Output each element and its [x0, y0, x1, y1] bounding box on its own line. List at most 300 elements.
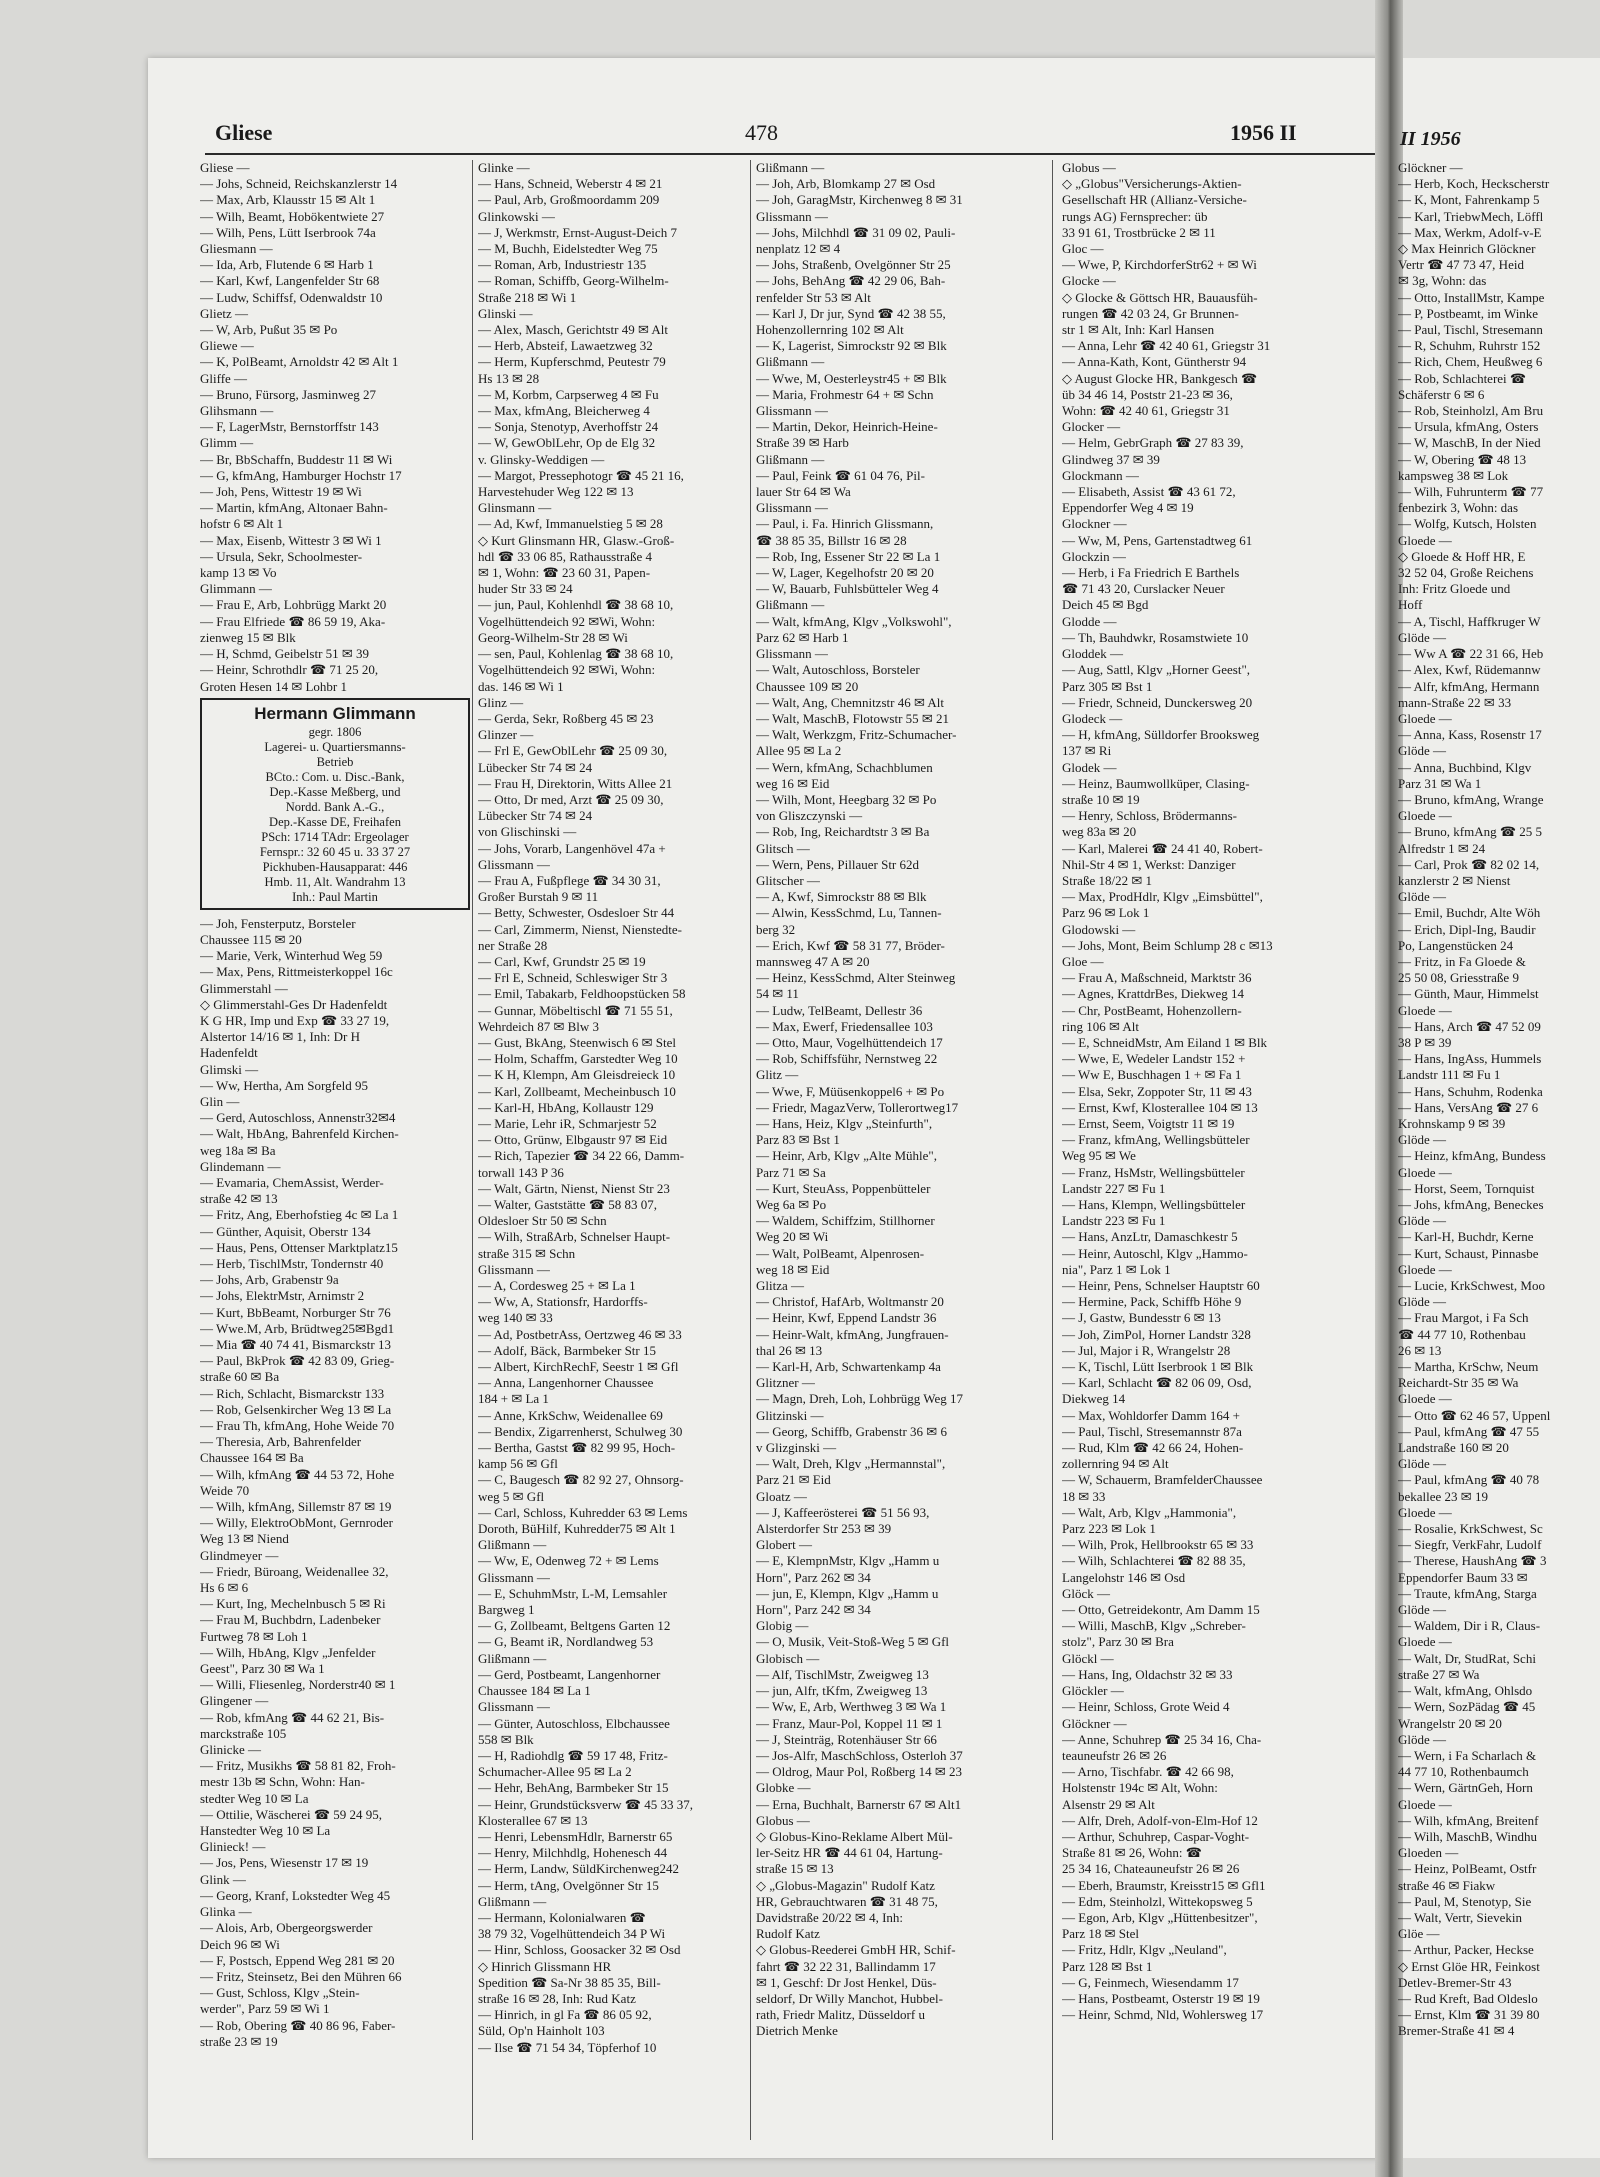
directory-entry: — G, Feinmech, Wiesendamm 17 [1062, 1974, 1239, 1990]
directory-entry: Glodek — [1062, 759, 1117, 775]
directory-entry: Glihsmann — [200, 403, 274, 419]
directory-entry: Glinieck! — [200, 1839, 266, 1855]
directory-entry: — Max, Pens, Rittmeisterkoppel 16c [200, 964, 393, 980]
directory-entry: — Lucie, KrkSchwest, Moo [1398, 1278, 1545, 1294]
directory-entry: — Paul, kfmAng ☎ 47 55 [1398, 1423, 1540, 1439]
directory-entry: — Heinr, Arb, Klgv „Alte Mühle", [756, 1148, 937, 1164]
directory-entry: straße 10 ✉ 19 [1062, 791, 1140, 807]
directory-entry: Eppendorfer Baum 33 ✉ [1398, 1569, 1528, 1585]
directory-entry: — Karl-H, Arb, Schwartenkamp 4a [756, 1359, 941, 1375]
directory-entry: Glöde — [1398, 1294, 1447, 1310]
directory-entry: — Bertha, Gastst ☎ 82 99 95, Hoch- [478, 1440, 676, 1456]
directory-entry: thal 26 ✉ 13 [756, 1342, 823, 1358]
directory-entry: — Frau Elfriede ☎ 86 59 19, Aka- [200, 613, 386, 629]
directory-entry: — Heinz, Baumwollküper, Clasing- [1062, 775, 1250, 791]
directory-entry: — Wern, i Fa Scharlach & [1398, 1747, 1537, 1763]
directory-entry: Parz 21 ✉ Eid [756, 1472, 831, 1488]
directory-entry: — J, Kaffeerösterei ☎ 51 56 93, [756, 1504, 930, 1520]
directory-entry: — Georg, Kranf, Lokstedter Weg 45 [200, 1887, 391, 1903]
directory-entry: v Glizginski — [756, 1440, 837, 1456]
directory-entry: Parz 62 ✉ Harb 1 [756, 629, 849, 645]
directory-entry: Gloeden — [1398, 1845, 1459, 1861]
directory-entry: — Johs, Milchhdl ☎ 31 09 02, Pauli- [756, 224, 956, 240]
directory-entry: — Eberh, Braumstr, Kreisstr15 ✉ Gfl1 [1062, 1877, 1266, 1893]
ad-line: Dep.-Kasse Meßberg, und [269, 784, 401, 799]
directory-entry: werder", Parz 59 ✉ Wi 1 [200, 2001, 330, 2017]
directory-entry: ler-Seitz HR ☎ 44 61 04, Hartung- [756, 1845, 943, 1861]
directory-entry: — Bendix, Zigarrenherst, Schulweg 30 [478, 1423, 683, 1439]
directory-entry: weg 140 ✉ 33 [478, 1310, 553, 1326]
column-divider [1052, 160, 1053, 2140]
directory-entry: Alfredstr 1 ✉ 24 [1398, 840, 1486, 856]
directory-entry: ◇ Gloede & Hoff HR, E [1398, 548, 1526, 564]
directory-entry: — Günther, Aquisit, Oberstr 134 [200, 1223, 371, 1239]
directory-entry: — Willi, MaschB, Klgv „Schreber- [1062, 1618, 1246, 1634]
directory-entry: Wrangelstr 20 ✉ 20 [1398, 1715, 1502, 1731]
directory-entry: — W, MaschB, In der Nied [1398, 435, 1541, 451]
directory-entry: ◇ Ernst Glöe HR, Feinkost [1398, 1958, 1540, 1974]
directory-entry: — Rob, Steinholzl, Am Bru [1398, 403, 1544, 419]
directory-entry: Landstr 111 ✉ Fu 1 [1398, 1067, 1501, 1083]
directory-entry: — Johs, kfmAng, Beneckes [1398, 1197, 1544, 1212]
directory-entry: Hadenfeldt [200, 1045, 258, 1061]
directory-entry: straße 315 ✉ Schn [478, 1245, 576, 1261]
directory-entry: — A, Cordesweg 25 + ✉ La 1 [478, 1278, 636, 1294]
directory-entry: — Sonja, Stenotyp, Averhoffstr 24 [478, 419, 659, 435]
directory-entry: Hoff [1398, 597, 1423, 613]
directory-entry: Vogelhüttendeich 92 ✉Wi, Wohn: [478, 662, 656, 678]
directory-entry: — Holm, Schaffm, Garstedter Weg 10 [478, 1051, 678, 1067]
directory-entry: — Hehr, BehAng, Barmbeker Str 15 [478, 1780, 669, 1796]
directory-entry: — Johs, Arb, Grabenstr 9a [200, 1272, 339, 1288]
ad-title: Hermann Glimmann [254, 703, 416, 723]
directory-entry: — Hans, Schneid, Weberstr 4 ✉ 21 [478, 176, 663, 192]
directory-entry: — Walt, Vertr, Sievekin [1398, 1909, 1522, 1925]
directory-entry: — Kurt, Ing, Mechelnbusch 5 ✉ Ri [200, 1596, 386, 1612]
directory-entry: — Therese, HaushAng ☎ 3 [1398, 1553, 1547, 1569]
directory-entry: 25 50 08, Griesstraße 9 [1398, 970, 1519, 986]
directory-entry: — Anna-Kath, Kont, Güntherstr 94 [1062, 354, 1247, 370]
directory-entry: Vertr ☎ 47 73 47, Heid [1398, 257, 1524, 273]
directory-entry: Schumacher-Allee 95 ✉ La 2 [478, 1764, 632, 1780]
directory-entry: — Heinr, Kwf, Eppend Landstr 36 [756, 1310, 937, 1326]
directory-entry: — E, SchneidMstr, Am Eiland 1 ✉ Blk [1062, 1034, 1268, 1050]
directory-entry: Glöde — [1398, 1456, 1447, 1472]
directory-entry: — Emil, Buchdr, Alte Wöh [1398, 905, 1541, 921]
directory-entry: Bremer-Straße 41 ✉ 4 [1398, 2023, 1515, 2039]
directory-entry: — Rob, Schiffsführ, Nernstweg 22 [756, 1051, 938, 1067]
directory-entry: — Mia ☎ 40 74 41, Bismarckstr 13 [200, 1336, 391, 1352]
directory-entry: Krohnskamp 9 ✉ 39 [1398, 1115, 1506, 1131]
directory-entry: — Henri, LebensmHdlr, Barnerstr 65 [478, 1828, 673, 1844]
directory-entry: — Haus, Pens, Ottenser Marktplatz15 [200, 1239, 398, 1255]
directory-entry: 38 79 32, Vogelhüttendeich 34 P Wi [478, 1926, 666, 1942]
directory-entry: — Traute, kfmAng, Starga [1398, 1585, 1537, 1601]
directory-entry: — Alf, TischlMstr, Zweigweg 13 [756, 1666, 929, 1682]
directory-entry: Glöde — [1398, 1213, 1447, 1229]
directory-entry: — Paul, kfmAng ☎ 40 78 [1398, 1472, 1540, 1488]
directory-entry: — Wwe.M, Arb, Brüdtweg25✉Bgd1 [200, 1320, 395, 1336]
directory-entry: — Marie, Lehr iR, Schmarjestr 52 [478, 1115, 657, 1131]
directory-entry: — Fritz, Steinsetz, Bei den Mühren 66 [200, 1968, 402, 1984]
directory-entry: Glindweg 37 ✉ 39 [1062, 451, 1160, 467]
directory-entry: Vogelhüttendeich 92 ✉Wi, Wohn: [478, 613, 656, 629]
ad-line: BCto.: Com. u. Disc.-Bank, [265, 769, 405, 784]
advertisement-box [200, 698, 470, 910]
directory-entry: — K H, Klempn, Am Gleisdreieck 10 [478, 1067, 676, 1083]
directory-entry: — Ernst, Kwf, Klosterallee 104 ✉ 13 [1062, 1099, 1258, 1115]
directory-entry: 26 ✉ 13 [1398, 1342, 1442, 1358]
directory-entry: lauer Str 64 ✉ Wa [756, 484, 851, 500]
directory-entry: Glissmann — [756, 500, 828, 516]
directory-entry: torwall 143 P 36 [478, 1164, 564, 1180]
directory-entry: — Karl, Schlacht ☎ 82 06 09, Osd, [1062, 1375, 1252, 1391]
directory-entry: — Walt, Gärtn, Nienst, Nienst Str 23 [478, 1180, 670, 1196]
directory-entry: — Ww, E, Odenweg 72 + ✉ Lems [478, 1553, 659, 1569]
directory-entry: Parz 305 ✉ Bst 1 [1062, 678, 1153, 694]
directory-entry: Oldesloer Str 50 ✉ Schn [478, 1213, 607, 1229]
directory-entry: üb 34 46 14, Poststr 21-23 ✉ 36, [1062, 386, 1233, 402]
directory-entry: Großer Burstah 9 ✉ 11 [478, 889, 599, 905]
directory-entry: Glinkowski — [478, 208, 555, 224]
directory-entry: — Frl E, Schneid, Schleswiger Str 3 [478, 970, 668, 986]
directory-entry: straße 60 ✉ Ba [200, 1369, 280, 1385]
directory-entry: Glöde — [1398, 889, 1447, 905]
directory-entry: ◇ Globus-Reederei GmbH HR, Schif- [756, 1942, 956, 1958]
directory-entry: — Frau M, Buchbdrn, Ladenbeker [200, 1612, 381, 1628]
directory-entry: Gliesmann — [200, 241, 273, 257]
directory-entry: Glöde — [1398, 1602, 1447, 1618]
directory-entry: — G, Beamt iR, Nordlandweg 53 [478, 1634, 654, 1650]
directory-entry: — Willi, Fliesenleg, Norderstr40 ✉ 1 [200, 1677, 396, 1693]
directory-entry: 25 34 16, Chateauneufstr 26 ✉ 26 [1062, 1861, 1240, 1877]
directory-entry: — Ursula, kfmAng, Osters [1398, 419, 1539, 435]
directory-entry: Glitzinski — [756, 1407, 824, 1423]
directory-entry: Hanstedter Weg 10 ✉ La [200, 1823, 331, 1839]
directory-entry: Gesellschaft HR (Allianz-Versiche- [1062, 192, 1247, 208]
directory-entry: — Hans, AnzLtr, Damaschkestr 5 [1062, 1229, 1238, 1245]
directory-entry: — Bruno, kfmAng, Wrange [1398, 791, 1544, 807]
directory-entry: — Ww, A, Stationsfr, Hardorffs- [478, 1294, 648, 1310]
directory-entry: fenbezirk 3, Wohn: das [1398, 500, 1519, 516]
directory-entry: Gloede — [1398, 808, 1452, 824]
directory-entry: 558 ✉ Blk [478, 1731, 534, 1747]
directory-entry: — Frau Margot, i Fa Sch [1398, 1310, 1529, 1326]
directory-entry: — Rob, Schlachterei ☎ [1398, 370, 1527, 386]
directory-entry: Po, Langenstücken 24 [1398, 937, 1514, 953]
directory-entry: — Arthur, Schuhrep, Caspar-Voght- [1062, 1828, 1250, 1844]
directory-entry: Bargweg 1 [478, 1602, 535, 1618]
directory-entry: — Alex, Masch, Gerichtstr 49 ✉ Alt [478, 322, 668, 338]
directory-entry: Glockmann — [1062, 467, 1139, 483]
directory-entry: — Margot, Pressephotogr ☎ 45 21 16, [478, 467, 684, 483]
directory-entry: Parz 128 ✉ Bst 1 [1062, 1958, 1153, 1974]
ad-line: Pickhuben-Hausapparat: 446 [262, 859, 408, 874]
directory-entry: ring 106 ✉ Alt [1062, 1018, 1139, 1034]
directory-entry: — Walter, Gaststätte ☎ 58 83 07, [478, 1197, 658, 1212]
directory-entry: — Rich, Chem, Heußweg 6 [1398, 354, 1543, 370]
directory-entry: — Roman, Arb, Industriestr 135 [478, 257, 647, 273]
directory-entry: — Adolf, Bäck, Barmbeker Str 15 [478, 1342, 656, 1358]
directory-entry: — W, Arb, Pußut 35 ✉ Po [200, 322, 338, 338]
directory-entry: Gloede — [1398, 1634, 1452, 1650]
directory-entry: — Marie, Verk, Winterhud Weg 59 [200, 948, 383, 964]
directory-entry: Gloatz — [756, 1488, 807, 1504]
directory-entry: — Ad, PostbetrAss, Oertzweg 46 ✉ 33 [478, 1326, 682, 1342]
directory-entry: — A, Tischl, Haffkruger W [1398, 613, 1541, 629]
directory-entry: — Walt, kfmAng, Klgv „Volkswohl", [756, 613, 952, 629]
directory-entry: 38 P ✉ 39 [1398, 1034, 1452, 1050]
directory-entry: — Waldem, Dir i R, Claus- [1398, 1618, 1541, 1634]
directory-entry: Wohn: ☎ 42 40 61, Griegstr 31 [1062, 403, 1230, 419]
directory-entry: Glöe — [1398, 1926, 1440, 1942]
directory-entry: — F, LagerMstr, Bernstorffstr 143 [200, 419, 379, 435]
directory-entry: — Siegfr, VerkFahr, Ludolf [1398, 1537, 1542, 1553]
directory-entry: — Karl J, Dr jur, Synd ☎ 42 38 55, [756, 305, 946, 321]
directory-entry: Gloede — [1398, 1002, 1452, 1018]
directory-entry: — Kurt, SteuAss, Poppenbütteler [756, 1180, 931, 1196]
ad-line: Nordd. Bank A.-G., [285, 799, 385, 814]
directory-entry: — Ursula, Sekr, Schoolmester- [200, 548, 363, 564]
directory-entry: — Fritz, Musikhs ☎ 58 81 82, Froh- [200, 1758, 396, 1774]
directory-entry: — Heinz, PolBeamt, Ostfr [1398, 1861, 1537, 1877]
directory-entry: — Alfr, Dreh, Adolf-von-Elm-Hof 12 [1062, 1812, 1258, 1828]
directory-entry: Globert — [756, 1537, 812, 1553]
directory-entry: — Franz, kfmAng, Wellingsbütteler [1062, 1132, 1250, 1148]
directory-entry: K G HR, Imp und Exp ☎ 33 27 19, [200, 1012, 390, 1028]
directory-entry: — Wern, SozPädag ☎ 45 [1398, 1699, 1536, 1715]
directory-entry: Süld, Op'n Hainholt 103 [478, 2023, 605, 2039]
directory-entry: — J, Gastw, Bundesstr 6 ✉ 13 [1062, 1310, 1221, 1326]
directory-entry: — Herm, tAng, Ovelgönner Str 15 [478, 1877, 659, 1893]
directory-entry: von Glischinski — [478, 824, 577, 840]
directory-entry: — Theresia, Arb, Bahrenfelder [200, 1434, 362, 1450]
directory-entry: — Ernst, Seem, Voigtstr 11 ✉ 19 [1062, 1115, 1235, 1131]
directory-entry: — Joh, ZimPol, Horner Landstr 328 [1062, 1326, 1251, 1342]
directory-entry: — Gust, BkAng, Steenwisch 6 ✉ Stel [478, 1034, 676, 1050]
directory-entry: Glimski — [200, 1061, 259, 1077]
directory-entry: — Rich, Tapezier ☎ 34 22 66, Damm- [478, 1148, 685, 1164]
facing-page-header: II 1956 [1400, 128, 1461, 150]
directory-entry: marckstraße 105 [200, 1725, 287, 1741]
directory-entry: — Martin, kfmAng, Altonaer Bahn- [200, 500, 388, 516]
directory-entry: Glink — [200, 1871, 246, 1887]
directory-entry: — H, Radiohdlg ☎ 59 17 48, Fritz- [478, 1747, 668, 1763]
directory-entry: Eppendorfer Weg 4 ✉ 19 [1062, 500, 1194, 516]
directory-entry: — Gunnar, Möbeltischl ☎ 71 55 51, [478, 1002, 673, 1018]
directory-entry: — Elsa, Sekr, Zoppoter Str, 11 ✉ 43 [1062, 1083, 1252, 1099]
directory-entry: Parz 96 ✉ Lok 1 [1062, 905, 1150, 921]
directory-entry: — Betty, Schwester, Osdesloer Str 44 [478, 905, 675, 921]
directory-entry: — Hinrich, in gl Fa ☎ 86 05 92, [478, 2007, 652, 2023]
directory-entry: ◇ Kurt Glinsmann HR, Glasw.-Groß- [478, 532, 675, 548]
directory-entry: mannsweg 47 A ✉ 20 [756, 953, 870, 969]
directory-entry: — Hans, Schuhm, Rodenka [1398, 1083, 1543, 1099]
directory-entry: — Frau H, Direktorin, Witts Allee 21 [478, 775, 673, 791]
directory-entry: Glimm — [200, 435, 254, 451]
directory-entry: Glöde — [1398, 743, 1447, 759]
running-header-name: Gliese [215, 120, 273, 145]
directory-entry: Gliewe — [200, 338, 254, 354]
directory-entry: — G, kfmAng, Hamburger Hochstr 17 [200, 467, 402, 483]
directory-entry: — Ad, Kwf, Immanuelstieg 5 ✉ 28 [478, 516, 663, 532]
directory-entry: — Rob, Obering ☎ 40 86 96, Faber- [200, 2017, 396, 2033]
directory-entry: — Rob, Ing, Essener Str 22 ✉ La 1 [756, 548, 941, 564]
directory-entry: Glockner — [1062, 516, 1127, 532]
directory-entry: Glitsch — [756, 840, 810, 856]
directory-entry: — Gust, Schloss, Klgv „Stein- [200, 1985, 360, 2001]
directory-entry: — Herb, TischlMstr, Tondernstr 40 [200, 1255, 384, 1271]
directory-entry: — Anna, Buchbind, Klgv [1398, 759, 1532, 775]
directory-entry: — Walt, Arb, Klgv „Hammonia", [1062, 1504, 1237, 1520]
directory-entry: renfelder Str 53 ✉ Alt [756, 289, 871, 305]
directory-entry: weg 5 ✉ Gfl [478, 1488, 545, 1504]
directory-entry: Langelohstr 146 ✉ Osd [1062, 1569, 1186, 1585]
directory-entry: — Johs, Straßenb, Ovelgönner Str 25 [756, 257, 951, 273]
page-number: 478 [745, 120, 778, 145]
directory-entry: — W, Schauerm, BramfelderChaussee [1062, 1472, 1263, 1488]
directory-entry: — Emil, Tabakarb, Feldhoopstücken 58 [478, 986, 686, 1002]
directory-entry: — Alois, Arb, Obergeorgswerder [200, 1920, 373, 1936]
directory-entry: Deich 45 ✉ Bgd [1062, 597, 1149, 613]
directory-entry: stedter Weg 10 ✉ La [200, 1790, 309, 1806]
directory-entry: Wehrdeich 87 ✉ Blw 3 [478, 1018, 600, 1034]
directory-entry: berg 32 [756, 921, 796, 937]
directory-entry: huder Str 33 ✉ 24 [478, 581, 573, 597]
directory-entry: — Walt, PolBeamt, Alpenrosen- [756, 1245, 925, 1261]
directory-entry: Rudolf Katz [756, 1926, 820, 1942]
directory-entry: — Anna, Langenhorner Chaussee [478, 1375, 654, 1391]
directory-entry: — W, Lager, Kegelhofstr 20 ✉ 20 [756, 565, 934, 581]
directory-entry: nenplatz 12 ✉ 4 [756, 241, 841, 257]
directory-entry: Hs 13 ✉ 28 [478, 370, 540, 386]
directory-entry: Klosterallee 67 ✉ 13 [478, 1812, 588, 1828]
year-volume: 1956 II [1230, 120, 1297, 145]
directory-entry: Landstr 223 ✉ Fu 1 [1062, 1213, 1166, 1229]
directory-entry: — Heinr, Schrothdlr ☎ 71 25 20, [200, 662, 379, 678]
directory-entry: straße 16 ✉ 28, Inh: Rud Katz [478, 1990, 636, 2006]
directory-entry: Hs 6 ✉ 6 [200, 1580, 249, 1596]
directory-entry: 184 + ✉ La 1 [478, 1391, 549, 1407]
directory-entry: Globus — [756, 1812, 810, 1828]
directory-entry: Weg 20 ✉ Wi [756, 1229, 829, 1245]
directory-entry: — Rob, Ing, Reichardtstr 3 ✉ Ba [756, 824, 930, 840]
directory-entry: — Wolfg, Kutsch, Holsten [1398, 516, 1537, 532]
directory-entry: — Alfr, kfmAng, Hermann [1398, 678, 1540, 694]
directory-entry: Glodowski — [1062, 921, 1136, 937]
directory-entry: — Johs, ElektrMstr, Arnimstr 2 [200, 1288, 365, 1304]
directory-entry: — Herm, Kupferschmd, Peutestr 79 [478, 354, 666, 370]
directory-entry: — Joh, GaragMstr, Kirchenweg 8 ✉ 31 [756, 192, 963, 208]
directory-entry: — Albert, KirchRechF, Seestr 1 ✉ Gfl [478, 1359, 679, 1375]
directory-entry: — Paul, Tischl, Stresemann [1398, 322, 1543, 338]
directory-entry: — W, Bauarb, Fuhlsbütteler Weg 4 [756, 581, 939, 597]
directory-entry: Glöde — [1398, 1132, 1447, 1148]
directory-entry: Globisch — [756, 1650, 820, 1666]
directory-entry: — Wilh, MaschB, Windhu [1398, 1828, 1537, 1844]
directory-entry: 137 ✉ Ri [1062, 743, 1112, 759]
directory-entry: Deich 96 ✉ Wi [200, 1936, 280, 1952]
directory-entry: — Hans, IngAss, Hummels [1398, 1051, 1542, 1067]
directory-entry: Glitzner — [756, 1375, 815, 1391]
directory-entry: — Günter, Autoschloss, Elbchaussee [478, 1715, 670, 1731]
directory-entry: — Kurt, BbBeamt, Norburger Str 76 [200, 1304, 391, 1320]
directory-entry: — Anna, Lehr ☎ 42 40 61, Griegstr 31 [1062, 338, 1271, 354]
directory-entry: — Friedr, MagazVerw, Tollerortweg17 [756, 1099, 959, 1115]
directory-entry: — F, Postsch, Eppend Weg 281 ✉ 20 [200, 1952, 395, 1968]
directory-entry: — H, Schmd, Geibelstr 51 ✉ 39 [200, 646, 370, 662]
directory-entry: Glinsmann — [478, 500, 552, 516]
facing-page-column [1398, 160, 1598, 2040]
directory-entry: — Max, Wohldorfer Damm 164 + [1062, 1407, 1240, 1423]
directory-entry: Glitza — [756, 1278, 805, 1294]
directory-entry: — Egon, Arb, Klgv „Hüttenbesitzer", [1062, 1909, 1258, 1925]
directory-entry: — Bruno, kfmAng ☎ 25 5 [1398, 824, 1543, 840]
directory-entry: Furtweg 78 ✉ Loh 1 [200, 1628, 308, 1644]
directory-entry: 54 ✉ 11 [756, 986, 799, 1002]
directory-entry: Spedition ☎ Sa-Nr 38 85 35, Bill- [478, 1974, 661, 1990]
directory-entry: — Fritz, Ang, Eberhofstieg 4c ✉ La 1 [200, 1207, 399, 1223]
directory-entry: kampsweg 38 ✉ Lok [1398, 467, 1509, 483]
directory-entry: — Wern, GärtnGeh, Horn [1398, 1780, 1533, 1796]
directory-entry: — Anna, Kass, Rosenstr 17 [1398, 727, 1542, 743]
directory-entry: — Karl, Malerei ☎ 24 41 40, Robert- [1062, 840, 1263, 856]
directory-entry: — Carl, Zimmerm, Nienst, Nienstedte- [478, 921, 682, 937]
directory-entry: — H, kfmAng, Sülldorfer Brooksweg [1062, 727, 1260, 743]
directory-entry: — Heinz, KessSchmd, Alter Steinweg [756, 970, 956, 986]
directory-entry: — Hans, Arch ☎ 47 52 09 [1398, 1018, 1541, 1034]
directory-entry: — Johs, Vorarb, Langenhövel 47a + [478, 840, 666, 856]
directory-entry: — E, KlempnMstr, Klgv „Hamm u [756, 1553, 940, 1569]
directory-entry: — Otto, Grünw, Elbgaustr 97 ✉ Eid [478, 1132, 668, 1148]
header-rule [205, 153, 1375, 155]
directory-entry: — K, PolBeamt, Arnoldstr 42 ✉ Alt 1 [200, 354, 399, 370]
directory-entry: Dietrich Menke [756, 2023, 838, 2039]
directory-entry: Gliffe — [200, 370, 248, 386]
directory-entry: — Karl, TriebwMech, Löffl [1398, 208, 1544, 224]
directory-entry: Schäferstr 6 ✉ 6 [1398, 386, 1485, 402]
directory-entry: — J, Werkmstr, Ernst-August-Deich 7 [478, 224, 677, 240]
directory-entry: Glöckner — [1398, 160, 1463, 175]
directory-entry: Gloede — [1398, 1504, 1452, 1520]
directory-entry: bekallee 23 ✉ 19 [1398, 1488, 1488, 1504]
directory-entry: Lübecker Str 74 ✉ 24 [478, 808, 593, 824]
directory-entry: Glitscher — [756, 872, 820, 888]
directory-entry: Landstraße 160 ✉ 20 [1398, 1440, 1509, 1456]
directory-entry: ◇ Max Heinrich Glöckner [1398, 241, 1536, 257]
directory-entry: — Ww, E, Arb, Werthweg 3 ✉ Wa 1 [756, 1699, 947, 1715]
directory-entry: — Otto, Dr med, Arzt ☎ 25 09 30, [478, 791, 664, 807]
directory-entry: Gloede — [1398, 1391, 1452, 1407]
directory-entry: — Arthur, Packer, Heckse [1398, 1942, 1534, 1958]
directory-entry: — Max, Werkm, Adolf-v-E [1398, 224, 1542, 240]
directory-entry: Allee 95 ✉ La 2 [756, 743, 842, 759]
directory-entry: — Ida, Arb, Flutende 6 ✉ Harb 1 [200, 257, 374, 273]
directory-entry: ner Straße 28 [478, 937, 548, 953]
directory-entry: — A, Kwf, Simrockstr 88 ✉ Blk [756, 889, 927, 905]
column-4 [1062, 160, 1372, 2150]
directory-entry: — G, Zollbeamt, Beltgens Garten 12 [478, 1618, 671, 1634]
directory-entry: — Rich, Schlacht, Bismarckstr 133 [200, 1385, 385, 1401]
directory-entry: — Henry, Milchhdlg, Hohenesch 44 [478, 1845, 668, 1861]
directory-entry: Glißmann — [478, 1537, 547, 1553]
directory-entry: — Walt, Autoschloss, Borsteler [756, 662, 920, 678]
directory-entry: — Wilh, Beamt, Hobökentwiete 27 [200, 208, 385, 224]
directory-entry: Gliese — [200, 160, 250, 175]
directory-entry: — Gerd, Postbeamt, Langenhorner [478, 1666, 661, 1682]
directory-entry: — Ludw, TelBeamt, Dellestr 36 [756, 1002, 923, 1018]
directory-entry: Gloddek — [1062, 646, 1124, 662]
